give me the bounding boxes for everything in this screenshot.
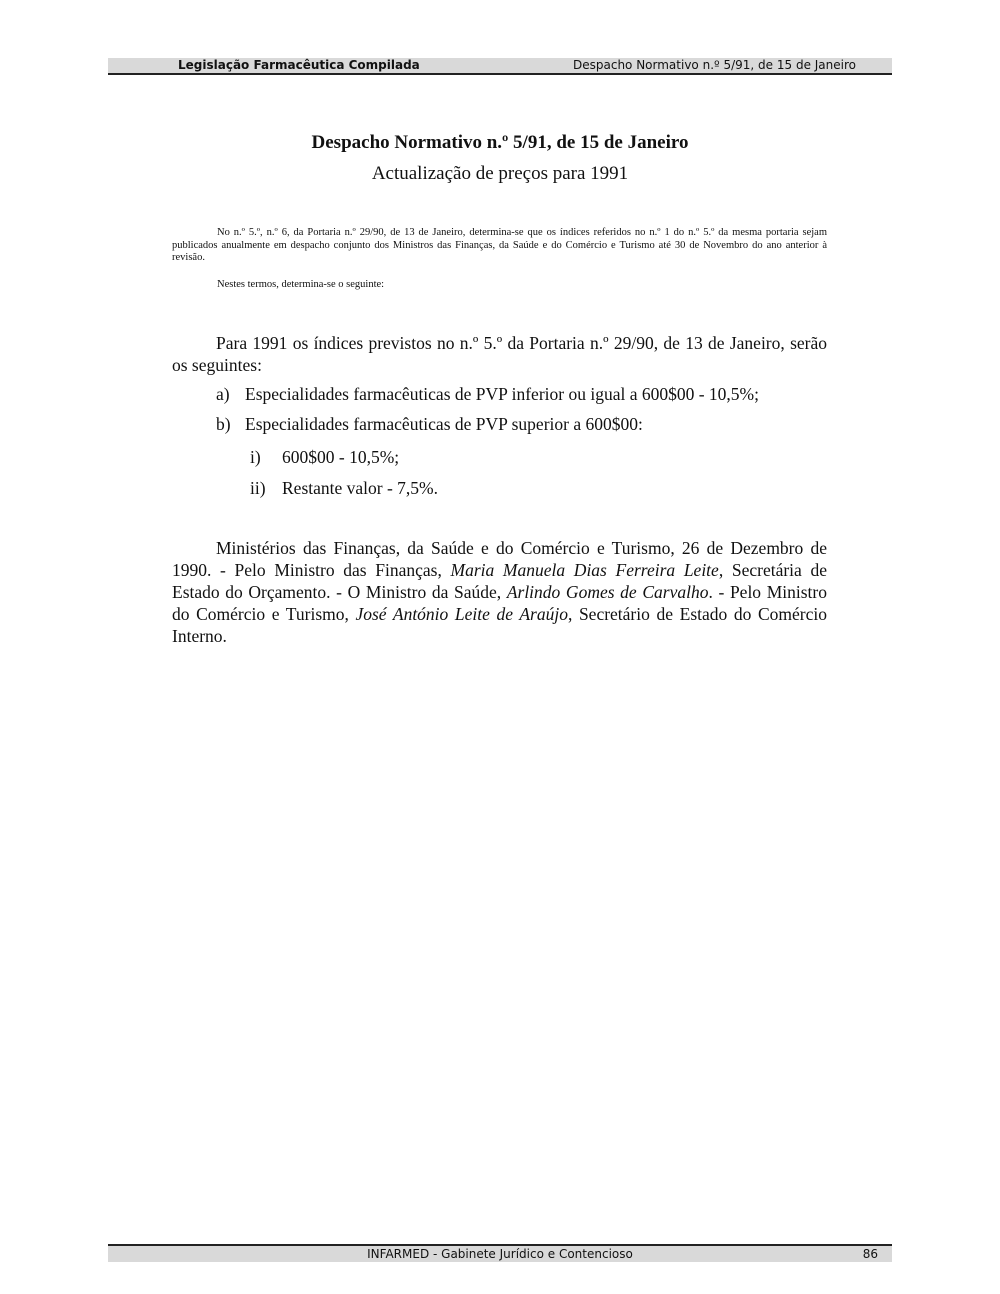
page-number: 86 (862, 1247, 878, 1261)
list-item-text: Especialidades farmacêuticas de PVP inferior ou igual a 600$00 - 10,5%; (245, 384, 759, 404)
list-item (216, 383, 759, 405)
preamble-2 (172, 279, 827, 292)
signature-block (172, 537, 827, 647)
sub-list-item-marker: i) (250, 447, 261, 467)
page-footer (108, 1244, 892, 1262)
signature-text-2: , Secretária de Estado do Orçamento. - O Ministro da Saúde, (172, 560, 827, 602)
signature-text-4: , Secretário de Estado do Comércio Interno. (172, 604, 827, 646)
sub-list-item-text: 600$00 - 10,5%; (282, 447, 400, 467)
preamble-paragraph-1: No n.º 5.º, n.º 6, da Portaria n.º 29/90, de 13 de Janeiro, determina-se que os índices referidos no n.º 1 do n.º 5.º da mesma portaria sejam publicados anualmente em despacho conjunto dos Ministros das Finanças, da Saúde e do Comércio e Turismo até 30 de Novembro do ano anterior à revisão. (172, 227, 827, 263)
preamble (172, 227, 827, 265)
sub-list-item (250, 477, 438, 499)
document-title: Despacho Normativo n.º 5/91, de 15 de Janeiro (311, 132, 689, 153)
signatory-name-3: José António Leite de Araújo (355, 604, 568, 624)
document-subtitle: Actualização de preços para 1991 (371, 163, 629, 184)
signatory-name-1: Maria Manuela Dias Ferreira Leite (450, 560, 719, 580)
footer-center-text: INFARMED - Gabinete Jurídico e Contencioso (367, 1247, 633, 1261)
main-intro-paragraph: Para 1991 os índices previstos no n.º 5.º da Portaria n.º 29/90, de 13 de Janeiro, serão os seguintes: (172, 333, 827, 375)
sub-list-item-marker: ii) (250, 478, 266, 498)
list-item-marker: a) (216, 384, 230, 404)
list-item-text: Especialidades farmacêuticas de PVP superior a 600$00: (245, 414, 643, 434)
header-left-text: Legislação Farmacêutica Compilada (178, 58, 420, 72)
signatory-name-2: Arlindo Gomes de Carvalho (506, 582, 709, 602)
list-item (216, 413, 643, 435)
sub-list-item (250, 446, 399, 468)
sub-list-item-text: Restante valor - 7,5%. (282, 478, 438, 498)
preamble-paragraph-2: Nestes termos, determina-se o seguinte: (217, 279, 385, 290)
main-intro (172, 332, 827, 376)
signature-text-1: Ministérios das Finanças, da Saúde e do Comércio e Turismo, 26 de Dezembro de 1990. - Pelo Ministro das Finanças, (172, 538, 827, 580)
signature-text-3: . - Pelo Ministro do Comércio e Turismo, (172, 582, 827, 624)
list-item-marker: b) (216, 414, 231, 434)
header-right-text: Despacho Normativo n.º 5/91, de 15 de Janeiro (573, 58, 856, 72)
page-header (108, 58, 892, 75)
signature-paragraph (172, 537, 827, 647)
